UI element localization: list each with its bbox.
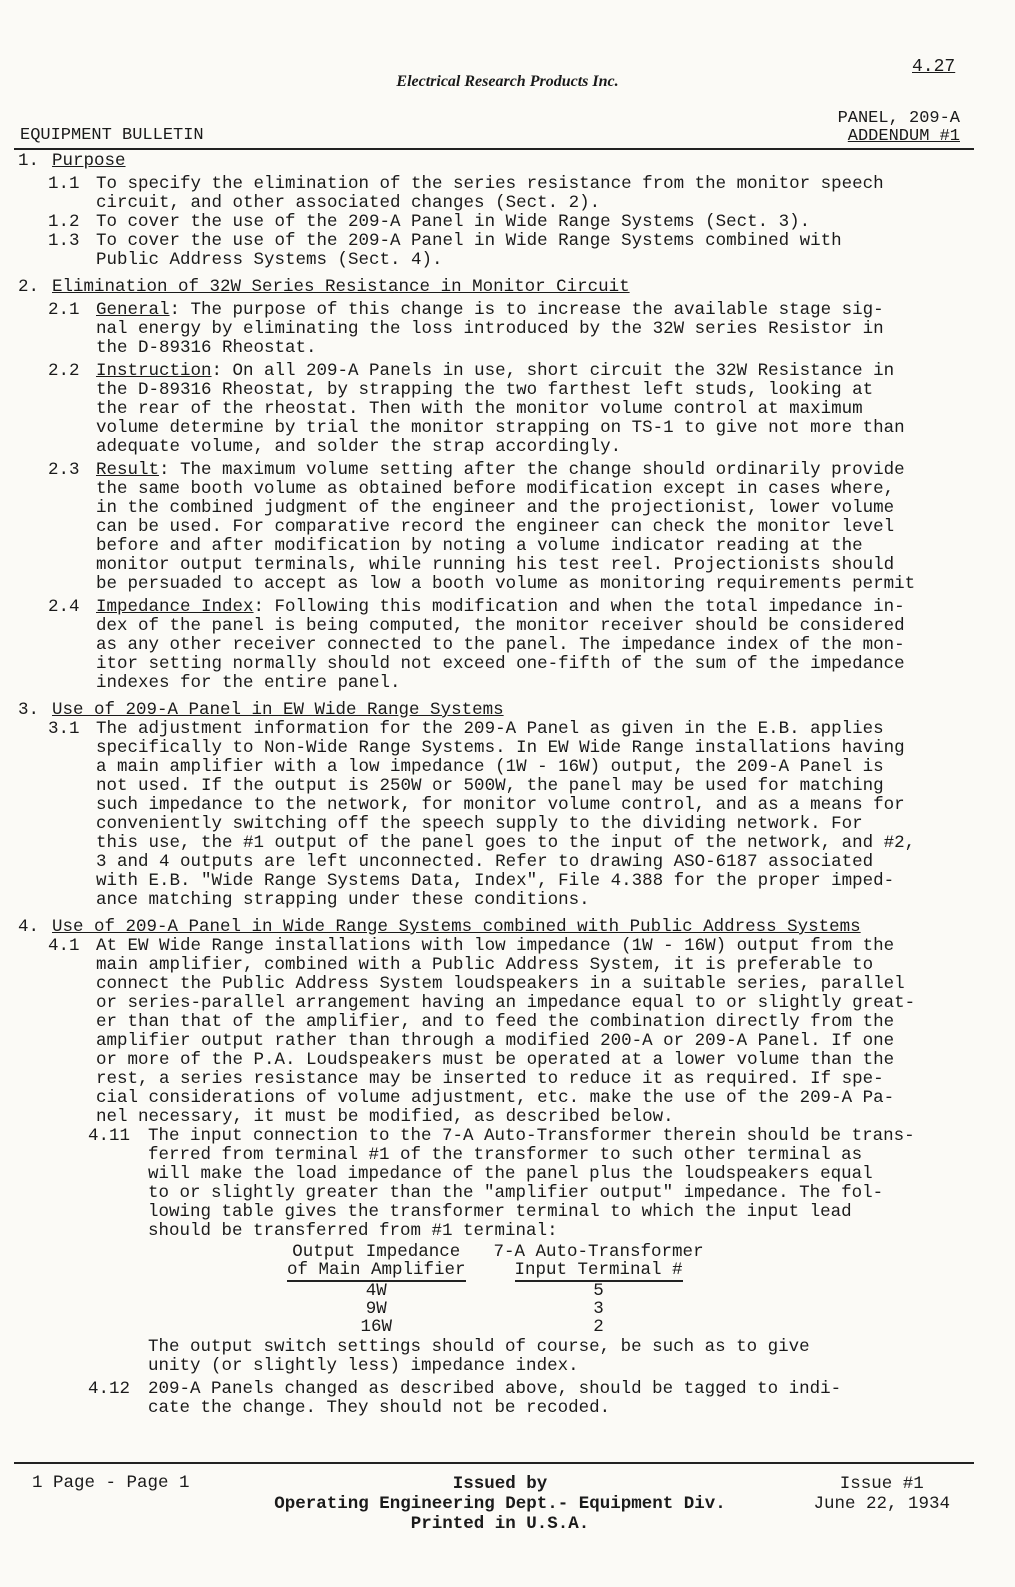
- section-heading: [18, 918, 993, 937]
- section-title: Elimination of 32W Series Resistance in Monitor Circuit: [52, 277, 630, 297]
- paragraph-number: 3.1: [48, 719, 80, 739]
- bulletin-type: EQUIPMENT BULLETIN: [20, 126, 204, 145]
- section-number: 1.: [18, 151, 40, 171]
- paragraph-text: To specify the elimination of the series resistance from the monitor speech circuit, and other associated changes (Sect. 2).: [96, 174, 884, 213]
- table-row: [273, 1300, 718, 1318]
- table-row: [273, 1282, 718, 1300]
- paragraph: [18, 175, 993, 213]
- paragraph-label: Instruction: [96, 361, 212, 381]
- paragraph-text: At EW Wide Range installations with low impedance (1W - 16W) output from the main amplifier, combined with a Public Address System, it is preferable to connect the Public Address System loudspeakers in a suitable series, parallel or series-parallel arrangement having an impedance equal to or slightly great- er than that of the amplifier, and to feed the combination directly from the amplifier output rather than through a modified 200-A or 209-A Panel. If one or more of the P.A. Loudspeakers must be operated at a lower volume than the rest, a series resistance may be inserted to reduce it as required. If spe- cial considerations of volume adjustment, etc. make the use of the 209-A Pa- nel necessary, it must be modified, as described below.: [96, 936, 916, 1127]
- issue-number: Issue #1: [839, 1474, 924, 1494]
- table-header: [273, 1243, 480, 1261]
- paragraph-text: : The maximum volume setting after the change should ordinarily provide the same booth volume as obtained before modification except in cases where, in the combined judgment of the engineer and the projectionist, lower volume can be used. For comparative record the engineer can check the monitor level before and after modification by noting a volume indicator reading at the monitor output terminals, while running his test reel. Projectionists should be persuaded to accept as low a booth volume as monitoring requirements permit: [96, 460, 916, 594]
- section-title: Purpose: [52, 151, 126, 171]
- paragraph: [18, 461, 993, 594]
- column-header: Output Impedance: [292, 1242, 461, 1262]
- paragraph-text: : Following this modification and when the total impedance in- dex of the panel is being computed, the monitor receiver should be considered as any other receiver connected to the panel. The impedance index of the mon- itor setting normally should not exceed one-fifth of the sum of the impedance indexes for the entire panel.: [96, 597, 905, 693]
- issue-block: [813, 1474, 950, 1514]
- paragraph: [18, 213, 993, 232]
- paragraph: [18, 598, 993, 693]
- page-count: 1 Page - Page 1: [32, 1473, 190, 1493]
- paragraph: [18, 362, 993, 457]
- terminal-cell: 3: [593, 1299, 604, 1319]
- paragraph-text: The input connection to the 7-A Auto-Transformer therein should be trans- ferred from terminal #1 of the transformer to such other terminal as will make the load impedance of the panel plus the loudspeakers equal to or slightly greater than the "amplifier output" impedance. The fol- lowing table gives the transformer terminal to which the input lead should be transferred from #1 terminal:: [148, 1126, 915, 1241]
- issued-by-label: Issued by: [452, 1474, 548, 1494]
- subparagraph-continuation: [18, 1338, 993, 1376]
- panel-name: PANEL, 209-A: [837, 109, 960, 128]
- section-number: 4.: [18, 917, 40, 937]
- paragraph-text: 209-A Panels changed as described above, should be tagged to indi- cate the change. They should not be recoded.: [148, 1379, 842, 1418]
- section-title: Use of 209-A Panel in EW Wide Range Systems: [52, 700, 504, 720]
- table-header: [273, 1261, 480, 1282]
- bulletin-body: [18, 152, 993, 1418]
- impedance-table: [273, 1243, 718, 1336]
- section-number: 3.: [18, 700, 40, 720]
- impedance-cell: 16W: [360, 1317, 393, 1337]
- issuing-department: Operating Engineering Dept.- Equipment Div.: [274, 1494, 726, 1514]
- paragraph-number: 2.2: [48, 361, 80, 381]
- paragraph-text: The output switch settings should of course, be such as to give unity (or slightly less) impedance index.: [148, 1337, 810, 1376]
- paragraph-number: 4.12: [88, 1379, 131, 1399]
- paragraph-label: Result: [96, 460, 160, 480]
- paragraph-number: 1.3: [48, 231, 80, 251]
- paragraph-text: : On all 209-A Panels in use, short circuit the 32W Resistance in the D-89316 Rheostat, by strapping the two farthest left studs, looking at the rear of the rheostat. Then with the monitor volume control at maximum volume determine by trial the monitor strapping on TS-1 to give not more than adequate volume, and solder the strap accordingly.: [96, 361, 905, 457]
- impedance-cell: 9W: [365, 1299, 387, 1319]
- terminal-cell: 2: [593, 1317, 604, 1337]
- column-header: 7-A Auto-Transformer: [493, 1242, 704, 1262]
- section-heading: [18, 152, 993, 171]
- terminal-cell: 5: [593, 1281, 604, 1301]
- header-rule: [14, 148, 974, 150]
- impedance-cell: 4W: [365, 1281, 387, 1301]
- paragraph-number: 4.1: [48, 936, 80, 956]
- issue-date: June 22, 1934: [813, 1494, 950, 1514]
- section-heading: [18, 278, 993, 297]
- subparagraph: [18, 1127, 993, 1241]
- table-header: [480, 1243, 718, 1261]
- paragraph-label: Impedance Index: [96, 597, 254, 617]
- paragraph-number: 4.11: [88, 1126, 131, 1146]
- paragraph-text: To cover the use of the 209-A Panel in Wide Range Systems combined with Public Address Systems (Sect. 4).: [96, 231, 842, 270]
- section-title: Use of 209-A Panel in Wide Range Systems combined with Public Address Systems: [52, 917, 861, 937]
- company-name: Electrical Research Products Inc.: [396, 73, 619, 90]
- paragraph-number: 1.2: [48, 212, 80, 232]
- table-row: [273, 1318, 718, 1336]
- section-number: 2.: [18, 277, 40, 297]
- paragraph-text: To cover the use of the 209-A Panel in Wide Range Systems (Sect. 3).: [96, 212, 811, 232]
- subparagraph: [18, 1380, 993, 1418]
- paragraph-text: : The purpose of this change is to increase the available stage sig- nal energy by eliminating the loss introduced by the 32W series Resistor in the D-89316 Rheostat.: [96, 300, 884, 358]
- paragraph-text: The adjustment information for the 209-A Panel as given in the E.B. applies specifically to Non-Wide Range Systems. In EW Wide Range installations having a main amplifier with a low impedance (1W - 16W) output, the 209-A Panel is not used. If the output is 250W or 500W, the panel may be used for matching such impedance to the network, for monitor volume control, and as a means for conveniently switching off the speech supply to the dividing network. For this use, the #1 output of the panel goes to the input of the network, and #2, 3 and 4 outputs are left unconnected. Refer to drawing ASO-6187 associated with E.B. "Wide Range Systems Data, Index", File 4.388 for the proper imped- ance matching strapping under these conditions.: [96, 719, 916, 910]
- panel-identifier: [838, 110, 960, 146]
- paragraph-number: 2.4: [48, 597, 80, 617]
- paragraph: [18, 720, 993, 910]
- paragraph-label: General: [96, 300, 170, 320]
- issuer-block: [240, 1474, 760, 1534]
- paragraph: [18, 937, 993, 1127]
- printed-in-label: Printed in U.S.A.: [410, 1514, 590, 1534]
- footer-rule: [14, 1462, 974, 1464]
- section-heading: [18, 701, 993, 720]
- paragraph-number: 2.3: [48, 460, 80, 480]
- column-header: Input Terminal #: [514, 1260, 683, 1280]
- table-header: [480, 1261, 718, 1282]
- paragraph-number: 1.1: [48, 174, 80, 194]
- paragraph: [18, 301, 993, 358]
- column-header: of Main Amplifier: [287, 1260, 466, 1280]
- addendum-label: ADDENDUM #1: [847, 127, 960, 146]
- page-number: 4.27: [912, 57, 956, 77]
- paragraph: [18, 232, 993, 270]
- paragraph-number: 2.1: [48, 300, 80, 320]
